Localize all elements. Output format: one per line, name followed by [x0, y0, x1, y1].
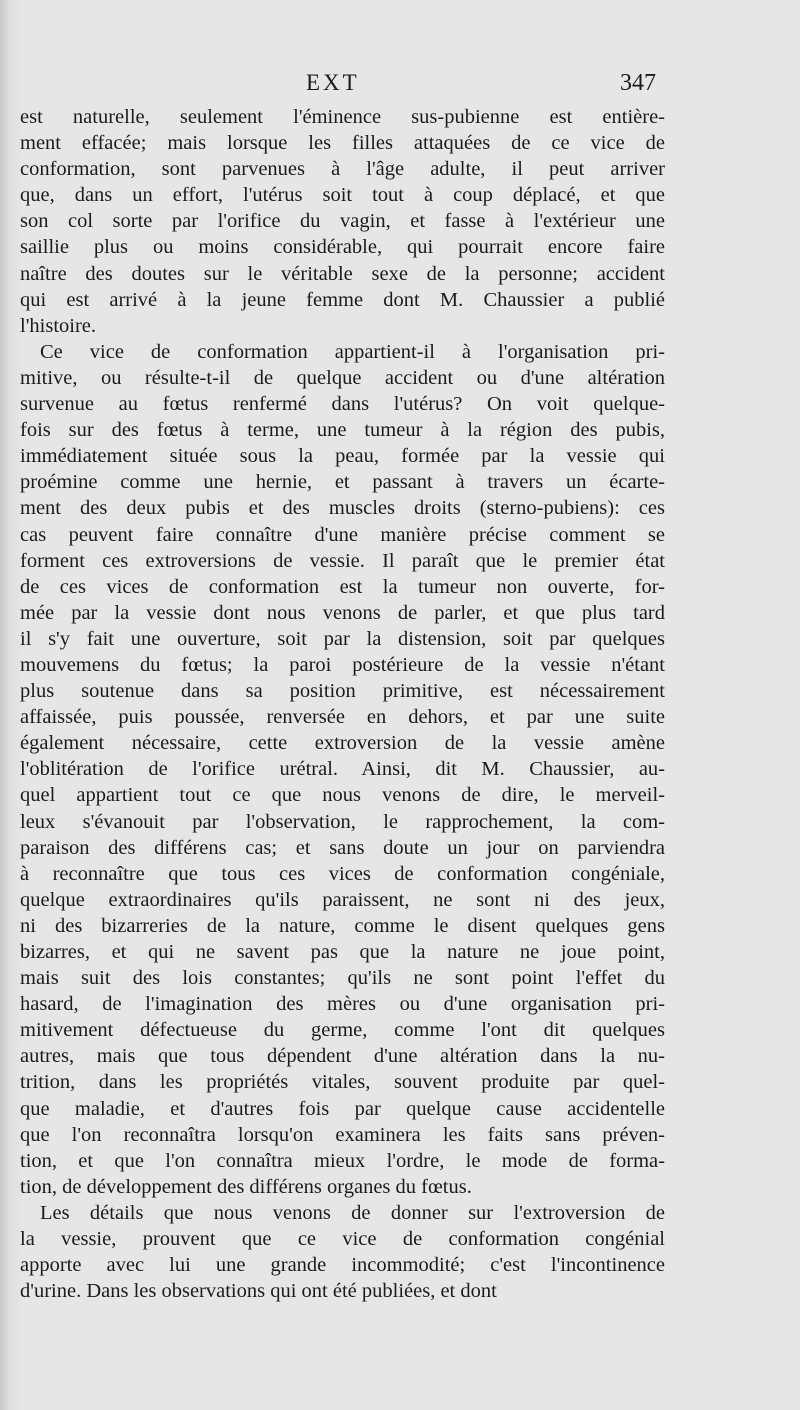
text-line: autres, mais que tous dépendent d'une altération dans la nu-: [20, 1045, 665, 1068]
text-line: qui est arrivé à la jeune femme dont M. Chaussier a publié: [20, 288, 665, 311]
text-line: forment ces extroversions de vessie. Il paraît que le premier état: [20, 549, 665, 572]
paragraph: [20, 104, 665, 339]
page-header: [0, 62, 800, 102]
text-line: mitivement défectueuse du germe, comme l'ont dit quelques: [20, 1019, 665, 1042]
text-line: son col sorte par l'orifice du vagin, et fasse à l'extérieur une: [20, 210, 665, 233]
text-line: trition, dans les propriétés vitales, souvent produite par quel-: [20, 1071, 665, 1094]
text-line: proémine comme une hernie, et passant à travers un écarte-: [20, 471, 665, 494]
text-line: il s'y fait une ouverture, soit par la distension, soit par quelques: [20, 627, 665, 650]
paragraph: [20, 1200, 665, 1304]
text-line: survenue au fœtus renfermé dans l'utérus? On voit quelque-: [20, 393, 665, 416]
text-line: immédiatement située sous la peau, formée par la vessie qui: [20, 445, 665, 468]
text-line: tion, de développement des différens organes du fœtus.: [20, 1175, 472, 1198]
text-line: apporte avec lui une grande incommodité; c'est l'incontinence: [20, 1254, 665, 1277]
text-line: mouvemens du fœtus; la paroi postérieure de la vessie n'étant: [20, 653, 665, 676]
text-line: d'urine. Dans les observations qui ont été publiées, et dont: [20, 1280, 497, 1303]
text-line: plus soutenue dans sa position primitive, est nécessairement: [20, 680, 665, 703]
text-line: ni des bizarreries de la nature, comme le disent quelques gens: [20, 914, 665, 937]
text-line: mais suit des lois constantes; qu'ils ne sont point l'effet du: [20, 967, 665, 990]
text-line: tion, et que l'on connaîtra mieux l'ordre, le mode de forma-: [20, 1149, 665, 1172]
text-line: Ce vice de conformation appartient-il à l'organisation pri-: [40, 340, 665, 363]
text-line: saillie plus ou moins considérable, qui pourrait encore faire: [20, 236, 665, 259]
text-line: conformation, sont parvenues à l'âge adulte, il peut arriver: [20, 158, 665, 181]
text-line: que l'on reconnaîtra lorsqu'on examinera les faits sans préven-: [20, 1123, 665, 1146]
text-line: que, dans un effort, l'utérus soit tout à coup déplacé, et que: [20, 184, 665, 207]
text-line: Les détails que nous venons de donner sur l'extroversion de: [40, 1201, 665, 1224]
text-line: que maladie, et d'autres fois par quelque cause accidentelle: [20, 1097, 665, 1120]
text-line: la vessie, prouvent que ce vice de conformation congénial: [20, 1228, 665, 1251]
body-text: [20, 104, 665, 1304]
text-line: l'oblitération de l'orifice urétral. Ainsi, dit M. Chaussier, au-: [20, 758, 665, 781]
text-line: quel appartient tout ce que nous venons de dire, le merveil-: [20, 784, 665, 807]
text-line: mée par la vessie dont nous venons de parler, et que plus tard: [20, 601, 665, 624]
text-line: cas peuvent faire connaître d'une manière précise comment se: [20, 523, 665, 546]
text-line: est naturelle, seulement l'éminence sus-pubienne est entière-: [20, 106, 665, 128]
text-line: paraison des différens cas; et sans doute un jour on parviendra: [20, 836, 665, 859]
text-line: quelque extraordinaires qu'ils paraissent, ne sont ni des jeux,: [20, 888, 665, 911]
running-head: EXT: [306, 70, 360, 95]
page-number: 347: [620, 70, 656, 96]
text-line: de ces vices de conformation est la tumeur non ouverte, for-: [20, 575, 665, 598]
text-line: hasard, de l'imagination des mères ou d'une organisation pri-: [20, 993, 665, 1016]
text-line: naître des doutes sur le véritable sexe de la personne; accident: [20, 262, 665, 285]
text-line: affaissée, puis poussée, renversée en dehors, et par une suite: [20, 706, 665, 729]
text-line: à reconnaître que tous ces vices de conformation congéniale,: [20, 862, 665, 885]
paragraph: [20, 339, 665, 1200]
text-line: fois sur des fœtus à terme, une tumeur à la région des pubis,: [20, 419, 665, 442]
text-line: mitive, ou résulte-t-il de quelque accident ou d'une altération: [20, 366, 665, 389]
text-line: leux s'évanouit par l'observation, le rapprochement, la com-: [20, 810, 665, 833]
text-line: également nécessaire, cette extroversion de la vessie amène: [20, 732, 665, 755]
text-line: ment effacée; mais lorsque les filles attaquées de ce vice de: [20, 132, 665, 155]
text-line: bizarres, et qui ne savent pas que la nature ne joue point,: [20, 941, 665, 963]
text-line: l'histoire.: [20, 314, 97, 337]
text-line: ment des deux pubis et des muscles droits (sterno-pubiens): ces: [20, 497, 665, 520]
